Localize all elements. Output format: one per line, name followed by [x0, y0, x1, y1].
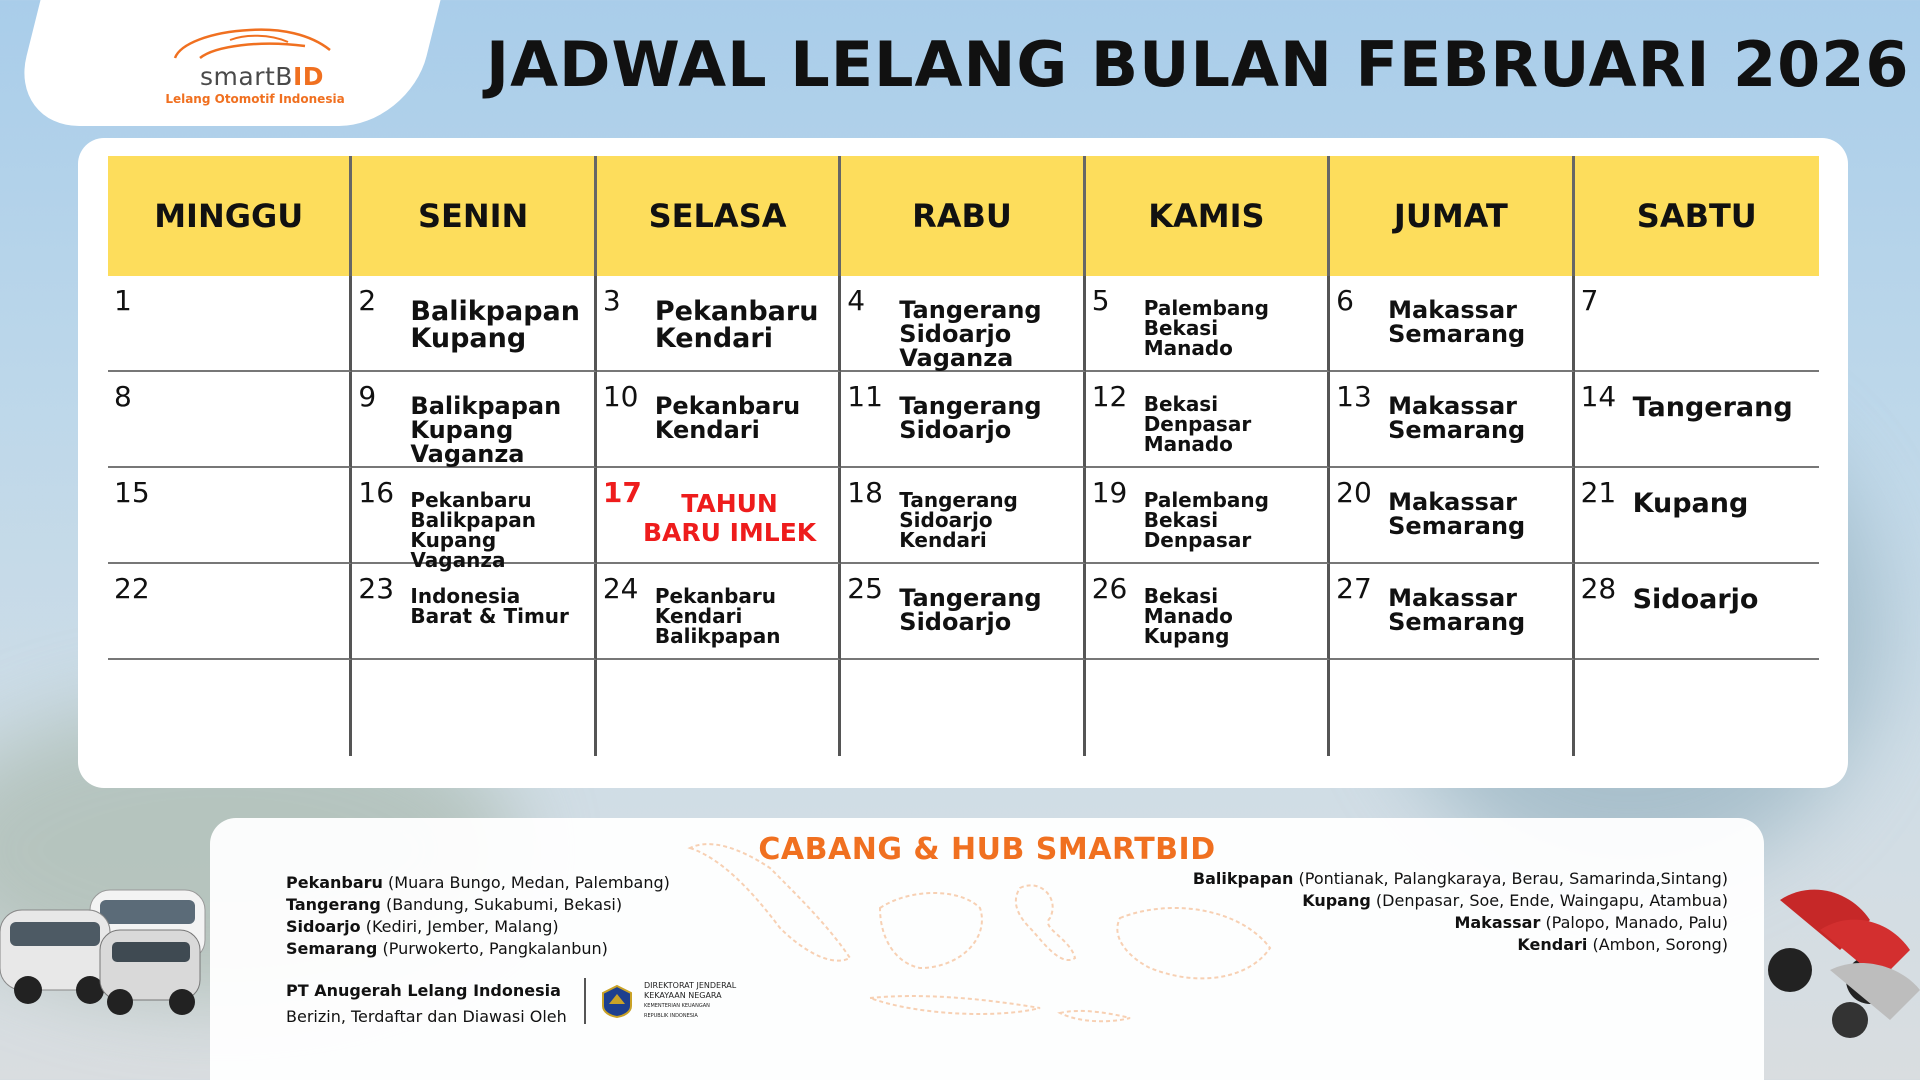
- calendar-day-cell[interactable]: [597, 468, 841, 564]
- calendar-grid: [108, 276, 1819, 756]
- day-number: 25: [847, 572, 883, 605]
- auction-cities: Tangerang: [1632, 392, 1793, 423]
- calendar-day-cell[interactable]: [1330, 660, 1574, 756]
- company-license-note: Berizin, Terdaftar dan Diawasi Oleh: [286, 1007, 567, 1026]
- auction-cities: Makassar Semarang: [1388, 488, 1526, 540]
- weekday-header-jumat: JUMAT: [1330, 156, 1574, 276]
- day-number: 14: [1580, 380, 1617, 413]
- calendar-day-cell[interactable]: [352, 660, 596, 756]
- auction-cities: Balikpapan Kupang Vaganza: [410, 392, 562, 468]
- djkn-text: DIREKTORAT JENDERAL KEKAYAAN NEGARA KEMENTERIAN KEUANGAN REPUBLIK INDONESIA: [644, 981, 737, 1019]
- hub-city: Kendari: [1517, 935, 1588, 954]
- weekday-header-selasa: SELASA: [597, 156, 841, 276]
- hub-areas: (Palopo, Manado, Palu): [1545, 913, 1728, 932]
- auction-cities: Indonesia Barat & Timur: [410, 584, 569, 628]
- day-number: 18: [847, 476, 883, 509]
- calendar-day-cell[interactable]: [597, 276, 841, 372]
- auction-cities: Tangerang Sidoarjo Kendari: [899, 488, 1018, 552]
- day-number: 23: [358, 572, 395, 605]
- calendar-card: [78, 138, 1848, 788]
- hub-city: Makassar: [1454, 913, 1541, 932]
- weekday-header-kamis: KAMIS: [1086, 156, 1330, 276]
- hub-item: [286, 872, 670, 894]
- branch-hub-title: CABANG & HUB SMARTBID: [758, 832, 1216, 867]
- hub-item: [286, 894, 670, 916]
- day-number: 8: [114, 380, 132, 413]
- hub-city: Kupang: [1302, 891, 1371, 910]
- auction-cities: Makassar Semarang: [1388, 296, 1526, 348]
- calendar-day-cell[interactable]: [597, 660, 841, 756]
- hub-city: Sidoarjo: [286, 917, 361, 936]
- day-number: 6: [1336, 284, 1354, 317]
- hub-areas: (Pontianak, Palangkaraya, Berau, Samarinda,Sintang): [1298, 869, 1728, 888]
- branch-info-panel: [210, 818, 1764, 1080]
- day-number: 11: [847, 380, 883, 413]
- logo-wordmark: smartBID: [200, 62, 325, 91]
- auction-cities: Pekanbaru Kendari Balikpapan: [654, 584, 781, 648]
- calendar-day-cell[interactable]: [352, 564, 596, 660]
- calendar-day-cell[interactable]: [352, 276, 596, 372]
- day-number: 13: [1336, 380, 1372, 413]
- smartbid-logo[interactable]: [160, 22, 350, 110]
- day-number: 9: [358, 380, 377, 413]
- page-title: JADWAL LELANG BULAN FEBRUARI 2026: [486, 28, 1910, 101]
- calendar-day-cell[interactable]: [108, 276, 352, 372]
- hub-item: [1193, 912, 1728, 934]
- company-info: [286, 978, 567, 1030]
- hub-areas: (Bandung, Sukabumi, Bekasi): [385, 895, 623, 914]
- company-name: PT Anugerah Lelang Indonesia: [286, 981, 561, 1000]
- auction-cities: Sidoarjo: [1632, 584, 1759, 615]
- day-number: 2: [358, 284, 377, 317]
- calendar-day-cell[interactable]: [352, 468, 596, 572]
- hub-item: [286, 938, 670, 960]
- day-number: 3: [602, 284, 621, 317]
- day-number: 4: [847, 284, 866, 317]
- auction-cities: Tangerang Sidoarjo: [899, 584, 1042, 636]
- day-number: 22: [114, 572, 150, 605]
- auction-cities: Pekanbaru Kendari: [654, 296, 819, 354]
- calendar-day-cell[interactable]: [1575, 276, 1819, 372]
- holiday-label: TAHUN BARU IMLEK: [642, 489, 817, 547]
- calendar-header: [108, 156, 1819, 276]
- calendar-day-cell[interactable]: [597, 372, 841, 468]
- auction-cities: Pekanbaru Balikpapan Kupang Vaganza: [410, 488, 537, 572]
- calendar-day-cell[interactable]: [841, 468, 1085, 564]
- hub-areas: (Kediri, Jember, Malang): [365, 917, 559, 936]
- hub-areas: (Ambon, Sorong): [1592, 935, 1728, 954]
- hub-item: [286, 916, 670, 938]
- hub-list-right: [1193, 868, 1728, 956]
- calendar: [108, 156, 1819, 756]
- logo-tagline: Lelang Otomotif Indonesia: [165, 92, 345, 106]
- car-outline-icon: [170, 22, 340, 64]
- day-number: 21: [1580, 476, 1617, 509]
- day-number: 16: [358, 476, 395, 509]
- weekday-header-senin: SENIN: [352, 156, 596, 276]
- calendar-day-cell[interactable]: [108, 468, 352, 564]
- calendar-day-cell[interactable]: [1086, 276, 1330, 372]
- hub-areas: (Denpasar, Soe, Ende, Waingapu, Atambua): [1375, 891, 1728, 910]
- auction-cities: Tangerang Sidoarjo: [899, 392, 1042, 444]
- calendar-day-cell[interactable]: [1575, 564, 1819, 660]
- day-number: 28: [1580, 572, 1617, 605]
- day-number: 1: [114, 284, 132, 317]
- day-number: 26: [1091, 572, 1128, 605]
- calendar-day-cell[interactable]: [108, 372, 352, 468]
- calendar-day-cell[interactable]: [1330, 468, 1574, 564]
- hub-city: Semarang: [286, 939, 378, 958]
- auction-cities: Balikpapan Kupang: [410, 296, 581, 354]
- auction-cities: Makassar Semarang: [1388, 392, 1526, 444]
- calendar-day-cell[interactable]: [1330, 564, 1574, 660]
- hub-city: Tangerang: [286, 895, 381, 914]
- day-number: 24: [602, 572, 639, 605]
- calendar-day-cell[interactable]: [108, 660, 352, 756]
- day-number: 5: [1091, 284, 1110, 317]
- calendar-day-cell[interactable]: [1086, 372, 1330, 468]
- calendar-day-cell[interactable]: [841, 564, 1085, 660]
- day-number: 20: [1336, 476, 1372, 509]
- weekday-header-rabu: RABU: [841, 156, 1085, 276]
- djkn-logo: [584, 978, 736, 1024]
- auction-cities: Tangerang Sidoarjo Vaganza: [899, 296, 1042, 372]
- calendar-day-cell[interactable]: [841, 372, 1085, 468]
- auction-cities: Bekasi Manado Kupang: [1143, 584, 1233, 648]
- day-number: 19: [1091, 476, 1128, 509]
- kemenkeu-emblem-icon: [600, 984, 634, 1018]
- hub-list-left: [286, 872, 670, 960]
- calendar-day-cell[interactable]: [1086, 564, 1330, 660]
- auction-cities: Kupang: [1632, 488, 1749, 519]
- day-number: 7: [1580, 284, 1599, 317]
- calendar-day-cell[interactable]: [352, 372, 596, 468]
- hub-city: Balikpapan: [1192, 869, 1294, 888]
- calendar-day-cell[interactable]: [597, 564, 841, 660]
- calendar-day-cell[interactable]: [1330, 372, 1574, 468]
- day-number: 15: [114, 476, 150, 509]
- hub-item: [1193, 934, 1728, 956]
- weekday-header-minggu: MINGGU: [108, 156, 352, 276]
- calendar-day-cell[interactable]: [841, 276, 1085, 372]
- calendar-day-cell[interactable]: [1575, 468, 1819, 564]
- hub-areas: (Muara Bungo, Medan, Palembang): [388, 873, 670, 892]
- auction-cities: Pekanbaru Kendari: [654, 392, 801, 444]
- calendar-day-cell[interactable]: [1086, 468, 1330, 564]
- day-number: 12: [1091, 380, 1128, 413]
- cars-image: [0, 870, 210, 1020]
- hub-areas: (Purwokerto, Pangkalanbun): [382, 939, 608, 958]
- weekday-header-sabtu: SABTU: [1636, 197, 1757, 235]
- motorcycles-image: [1760, 860, 1920, 1040]
- calendar-day-cell[interactable]: [108, 564, 352, 660]
- auction-cities: Palembang Bekasi Denpasar: [1143, 488, 1269, 552]
- calendar-day-cell[interactable]: [1330, 276, 1574, 372]
- calendar-day-cell[interactable]: [841, 660, 1085, 756]
- day-number: 27: [1336, 572, 1372, 605]
- calendar-day-cell[interactable]: [1575, 660, 1819, 756]
- auction-cities: Palembang Bekasi Manado: [1143, 296, 1269, 360]
- calendar-day-cell[interactable]: [1086, 660, 1330, 756]
- hub-item: [1193, 890, 1728, 912]
- auction-cities: Bekasi Denpasar Manado: [1143, 392, 1252, 456]
- hub-city: Pekanbaru: [286, 873, 383, 892]
- calendar-day-cell[interactable]: [1575, 372, 1819, 468]
- hub-item: [1193, 868, 1728, 890]
- day-number: 17: [602, 476, 642, 509]
- day-number: 10: [602, 380, 639, 413]
- auction-cities: Makassar Semarang: [1388, 584, 1526, 636]
